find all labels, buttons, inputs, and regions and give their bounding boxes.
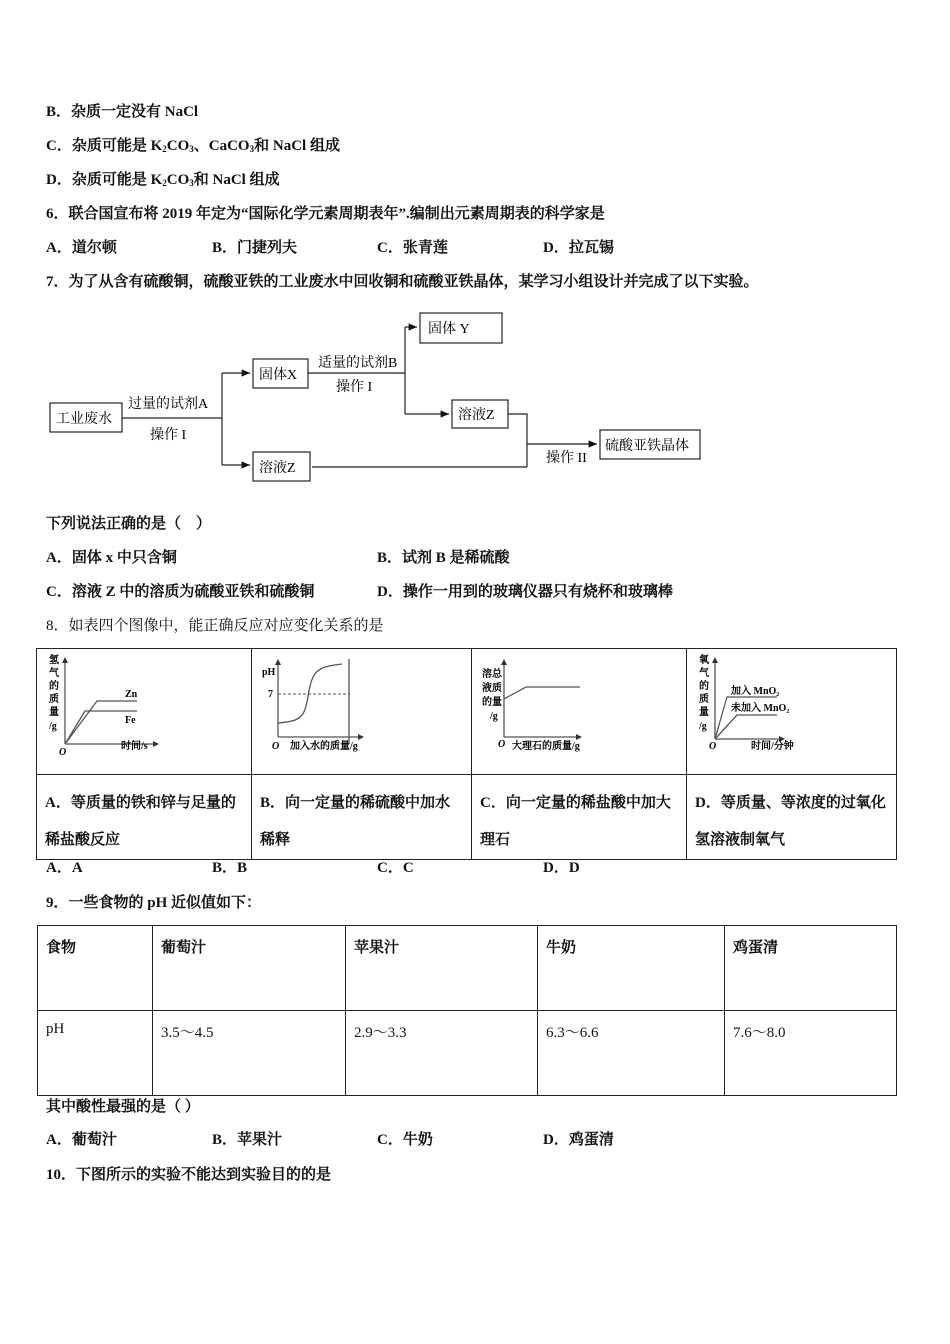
y-axis-label [482, 667, 503, 722]
caption-b: B．向一定量的稀硫酸中加水稀释 [260, 795, 451, 848]
table-row [38, 1011, 897, 1096]
q8-option-c: C．C [377, 860, 414, 876]
svg-text:的量: 的量 [482, 697, 502, 708]
graph-a-cell [37, 649, 252, 775]
q7-option-a: A．固体 x 中只含铜 [46, 550, 177, 566]
origin-label: O [59, 747, 67, 758]
q8-graph-table [36, 648, 897, 860]
y-axis-label [48, 653, 60, 732]
q6-option-d: D．拉瓦锡 [543, 240, 614, 256]
label-operation-1: 操作 I [150, 428, 187, 443]
y-axis-label [698, 653, 710, 732]
q8-option-a: A．A [46, 860, 83, 876]
graph-b-cell [252, 649, 472, 775]
q7-question: 下列说法正确的是（ ） [46, 516, 212, 532]
x-axis-label: 时间/s [121, 741, 148, 752]
q9-option-b: B．苹果汁 [212, 1132, 283, 1148]
q9-stem: 9．一些食物的 pH 近似值如下： [46, 895, 262, 911]
x-axis-label: 大理石的质量/g [512, 741, 580, 752]
box-waste-water: 工业废水 [56, 412, 112, 427]
q9-option-d: D．鸡蛋清 [543, 1132, 614, 1148]
q9-question: 其中酸性最强的是（ ） [46, 1099, 200, 1115]
box-crystal: 硫酸亚铁晶体 [605, 439, 689, 454]
svg-text:气: 气 [49, 668, 59, 679]
series-label-with-mno2: 加入 MnO₂ [731, 686, 780, 697]
graph-b [252, 649, 471, 769]
table-header-row [38, 926, 897, 1011]
q9-option-c: C．牛奶 [377, 1132, 433, 1148]
table-cell: 苹果汁 [346, 926, 538, 1011]
q7-stem: 7．为了从含有硫酸铜，硫酸亚铁的工业废水中回收铜和硫酸亚铁晶体，某学习小组设计并完成了以下实验。 [46, 274, 759, 290]
table-cell: 6.3～6.6 [538, 1011, 725, 1096]
x-axis-label: 加入水的质量/g [290, 741, 358, 752]
caption-c: C．向一定量的稀盐酸中加大理石 [480, 795, 671, 848]
q6-option-a: A．道尔顿 [46, 240, 117, 256]
svg-text:液质: 液质 [482, 683, 502, 694]
y-axis-label: pH [262, 667, 276, 678]
box-solution-z: 溶液Z [259, 461, 296, 476]
svg-text:的: 的 [49, 681, 59, 692]
q7-flow-diagram [0, 300, 950, 490]
q5-option-c: C．杂质可能是 $K_2CO_3$、CaCO$_3$和 NaCl 组成 [46, 138, 340, 154]
svg-text:质: 质 [699, 694, 709, 705]
table-cell: 7.6～8.0 [725, 1011, 897, 1096]
table-cell: 食物 [38, 926, 153, 1011]
origin-label: O [498, 739, 506, 750]
series-label-zn: Zn [125, 689, 138, 700]
graph-d [687, 649, 896, 769]
q6-option-c: C．张青莲 [377, 240, 448, 256]
q7-option-c: C．溶液 Z 中的溶质为硫酸亚铁和硫酸铜 [46, 584, 315, 600]
series-label-without-mno2: 未加入 MnO₂ [731, 703, 790, 714]
label-reagent-b: 适量的试剂B [318, 356, 398, 371]
graph-c-cell [472, 649, 687, 775]
svg-text:/g: /g [490, 711, 498, 722]
q7-option-b: B．试剂 B 是稀硫酸 [377, 550, 510, 566]
q8-stem: 8．如表四个图像中，能正确反应对应变化关系的是 [46, 618, 384, 634]
q9-ph-table [37, 925, 897, 1096]
q8-option-b: B．B [212, 860, 248, 876]
graph-c [472, 649, 686, 769]
svg-text:量: 量 [699, 707, 709, 718]
q10-stem: 10．下图所示的实验不能达到实验目的的是 [46, 1167, 332, 1183]
table-cell: 2.9～3.3 [346, 1011, 538, 1096]
box-solution-z2: 溶液Z [458, 408, 495, 423]
table-cell: pH [38, 1011, 153, 1096]
table-cell: 葡萄汁 [153, 926, 346, 1011]
svg-text:量: 量 [49, 707, 59, 718]
box-solid-y: 固体 Y [428, 322, 470, 337]
series-label-fe: Fe [125, 715, 136, 726]
label-operation-2: 操作 II [546, 451, 587, 466]
box-solid-x: 固体X [259, 368, 298, 383]
q8-option-d: D．D [543, 860, 580, 876]
q5-option-d: D．杂质可能是 $K_2CO_3$和 NaCl 组成 [46, 172, 280, 188]
q7-option-d: D．操作一用到的玻璃仪器只有烧杯和玻璃棒 [377, 584, 673, 600]
svg-text:的: 的 [699, 681, 709, 692]
svg-text:溶总: 溶总 [482, 669, 502, 680]
q9-option-a: A．葡萄汁 [46, 1132, 117, 1148]
origin-label: O [272, 741, 280, 752]
q5-option-b: B．杂质一定没有 NaCl [46, 104, 199, 120]
svg-text:/g: /g [699, 721, 707, 732]
svg-text:氢: 氢 [49, 655, 59, 666]
q6-stem: 6．联合国宣布将 2019 年定为“国际化学元素周期表年”.编制出元素周期表的科学家是 [46, 206, 605, 222]
label-reagent-a: 过量的试剂A [128, 397, 209, 412]
caption-d: D．等质量、等浓度的过氧化氢溶液制氧气 [695, 795, 886, 848]
graph-a [37, 649, 251, 769]
origin-label: O [709, 741, 717, 752]
label-operation-1b: 操作 I [336, 380, 373, 395]
table-cell: 牛奶 [538, 926, 725, 1011]
svg-text:质: 质 [49, 694, 59, 705]
svg-text:/g: /g [49, 721, 57, 732]
table-cell: 鸡蛋清 [725, 926, 897, 1011]
caption-a: A．等质量的铁和锌与足量的稀盐酸反应 [45, 795, 236, 848]
table-cell: 3.5～4.5 [153, 1011, 346, 1096]
x-axis-label: 时间/分钟 [751, 741, 794, 752]
ph-7-tick: 7 [268, 689, 273, 700]
q6-option-b: B．门捷列夫 [212, 240, 298, 256]
svg-text:气: 气 [699, 668, 709, 679]
graph-d-cell [687, 649, 897, 775]
svg-text:氧: 氧 [699, 655, 709, 666]
